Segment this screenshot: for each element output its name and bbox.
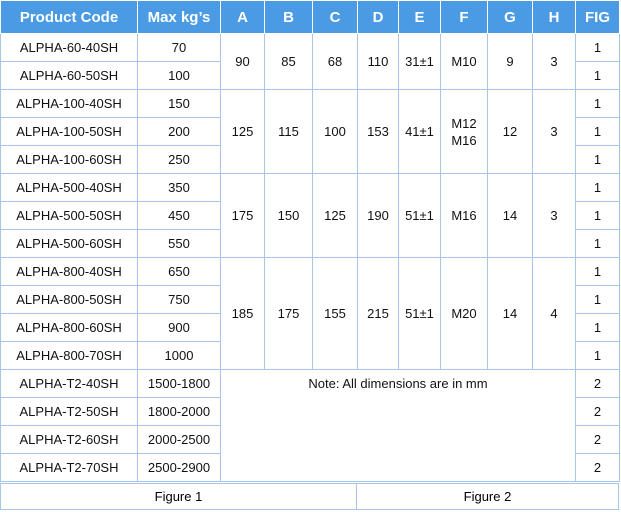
fig-cell: 1 — [576, 34, 620, 62]
table-row — [1, 174, 620, 202]
product-code-cell: ALPHA-60-40SH — [1, 34, 138, 62]
dimensions-note: Note: All dimensions are in mm — [221, 370, 576, 482]
max-kgs-cell: 100 — [138, 62, 221, 90]
header-g: G — [488, 1, 533, 34]
product-code-cell: ALPHA-100-50SH — [1, 118, 138, 146]
header-f: F — [441, 1, 488, 34]
figure-caption-row — [0, 483, 619, 511]
dimension-g-cell: 14 — [488, 258, 533, 370]
dimension-b-cell: 150 — [265, 174, 313, 258]
dimension-d-cell: 215 — [358, 258, 399, 370]
dimension-c-cell: 100 — [313, 90, 358, 174]
fig-cell: 1 — [576, 90, 620, 118]
thread-size-value: M12 — [451, 115, 477, 131]
dimension-a-cell: 185 — [221, 258, 265, 370]
product-code-cell: ALPHA-T2-70SH — [1, 454, 138, 482]
fig-cell: 1 — [576, 286, 620, 314]
dimension-a-cell: 175 — [221, 174, 265, 258]
dimension-f-cell — [441, 34, 488, 90]
product-code-cell: ALPHA-500-40SH — [1, 174, 138, 202]
dimension-e-cell: 31±1 — [399, 34, 441, 90]
dimension-f-cell — [441, 174, 488, 258]
dimension-b-cell: 115 — [265, 90, 313, 174]
max-kgs-cell: 200 — [138, 118, 221, 146]
figure-1-caption: Figure 1 — [0, 483, 357, 510]
max-kgs-cell: 900 — [138, 314, 221, 342]
fig-cell: 1 — [576, 62, 620, 90]
fig-cell: 1 — [576, 202, 620, 230]
product-code-cell: ALPHA-800-60SH — [1, 314, 138, 342]
fig-cell: 1 — [576, 342, 620, 370]
dimension-d-cell: 153 — [358, 90, 399, 174]
dimension-h-cell: 4 — [533, 258, 576, 370]
product-code-cell: ALPHA-T2-50SH — [1, 398, 138, 426]
dimension-a-cell: 90 — [221, 34, 265, 90]
max-kgs-cell: 150 — [138, 90, 221, 118]
fig-cell: 2 — [576, 370, 620, 398]
fig-cell: 2 — [576, 454, 620, 482]
fig-cell: 2 — [576, 398, 620, 426]
header-b: B — [265, 1, 313, 34]
dimension-c-cell: 125 — [313, 174, 358, 258]
product-code-cell: ALPHA-800-40SH — [1, 258, 138, 286]
thread-size-value: M16 — [451, 132, 477, 148]
max-kgs-cell: 1000 — [138, 342, 221, 370]
header-row — [1, 1, 620, 34]
max-kgs-cell: 350 — [138, 174, 221, 202]
table-row — [1, 258, 620, 286]
fig-cell: 1 — [576, 230, 620, 258]
max-kgs-cell: 650 — [138, 258, 221, 286]
table-row — [1, 34, 620, 62]
product-code-cell: ALPHA-100-40SH — [1, 90, 138, 118]
thread-size-value: M20 — [451, 306, 477, 321]
fig-cell: 1 — [576, 118, 620, 146]
product-code-cell: ALPHA-800-50SH — [1, 286, 138, 314]
header-d: D — [358, 1, 399, 34]
max-kgs-cell: 750 — [138, 286, 221, 314]
dimension-e-cell: 51±1 — [399, 258, 441, 370]
product-code-cell: ALPHA-100-60SH — [1, 146, 138, 174]
dimension-a-cell: 125 — [221, 90, 265, 174]
table-row — [1, 90, 620, 118]
dimension-h-cell: 3 — [533, 174, 576, 258]
fig-cell: 2 — [576, 426, 620, 454]
table-body — [1, 34, 620, 482]
dimension-g-cell: 12 — [488, 90, 533, 174]
product-code-cell: ALPHA-500-50SH — [1, 202, 138, 230]
product-code-cell: ALPHA-T2-40SH — [1, 370, 138, 398]
header-e: E — [399, 1, 441, 34]
dimension-h-cell: 3 — [533, 90, 576, 174]
max-kgs-cell: 450 — [138, 202, 221, 230]
max-kgs-cell: 1500-1800 — [138, 370, 221, 398]
header-h: H — [533, 1, 576, 34]
max-kgs-cell: 70 — [138, 34, 221, 62]
dimension-h-cell: 3 — [533, 34, 576, 90]
fig-cell: 1 — [576, 258, 620, 286]
max-kgs-cell: 2000-2500 — [138, 426, 221, 454]
dimension-f-cell — [441, 90, 488, 174]
dimension-e-cell: 41±1 — [399, 90, 441, 174]
product-code-cell: ALPHA-T2-60SH — [1, 426, 138, 454]
dimension-f-cell — [441, 258, 488, 370]
dimension-d-cell: 110 — [358, 34, 399, 90]
thread-size-value: M16 — [451, 208, 477, 223]
dimension-d-cell: 190 — [358, 174, 399, 258]
dimension-c-cell: 68 — [313, 34, 358, 90]
dimension-b-cell: 175 — [265, 258, 313, 370]
max-kgs-cell: 250 — [138, 146, 221, 174]
product-code-cell: ALPHA-60-50SH — [1, 62, 138, 90]
max-kgs-cell: 2500-2900 — [138, 454, 221, 482]
dimension-e-cell: 51±1 — [399, 174, 441, 258]
max-kgs-cell: 1800-2000 — [138, 398, 221, 426]
max-kgs-cell: 550 — [138, 230, 221, 258]
dimension-g-cell: 14 — [488, 174, 533, 258]
fig-cell: 1 — [576, 146, 620, 174]
product-code-cell: ALPHA-500-60SH — [1, 230, 138, 258]
fig-cell: 1 — [576, 314, 620, 342]
header-max-kgs: Max kg’s — [138, 1, 221, 34]
table-row — [1, 370, 620, 398]
dimension-c-cell: 155 — [313, 258, 358, 370]
header-c: C — [313, 1, 358, 34]
dimension-g-cell: 9 — [488, 34, 533, 90]
product-code-cell: ALPHA-800-70SH — [1, 342, 138, 370]
dimension-b-cell: 85 — [265, 34, 313, 90]
fig-cell: 1 — [576, 174, 620, 202]
header-fig: FIG — [576, 1, 620, 34]
figure-2-caption: Figure 2 — [357, 483, 619, 510]
header-product-code: Product Code — [1, 1, 138, 34]
thread-size-value: M10 — [451, 54, 477, 69]
header-a: A — [221, 1, 265, 34]
